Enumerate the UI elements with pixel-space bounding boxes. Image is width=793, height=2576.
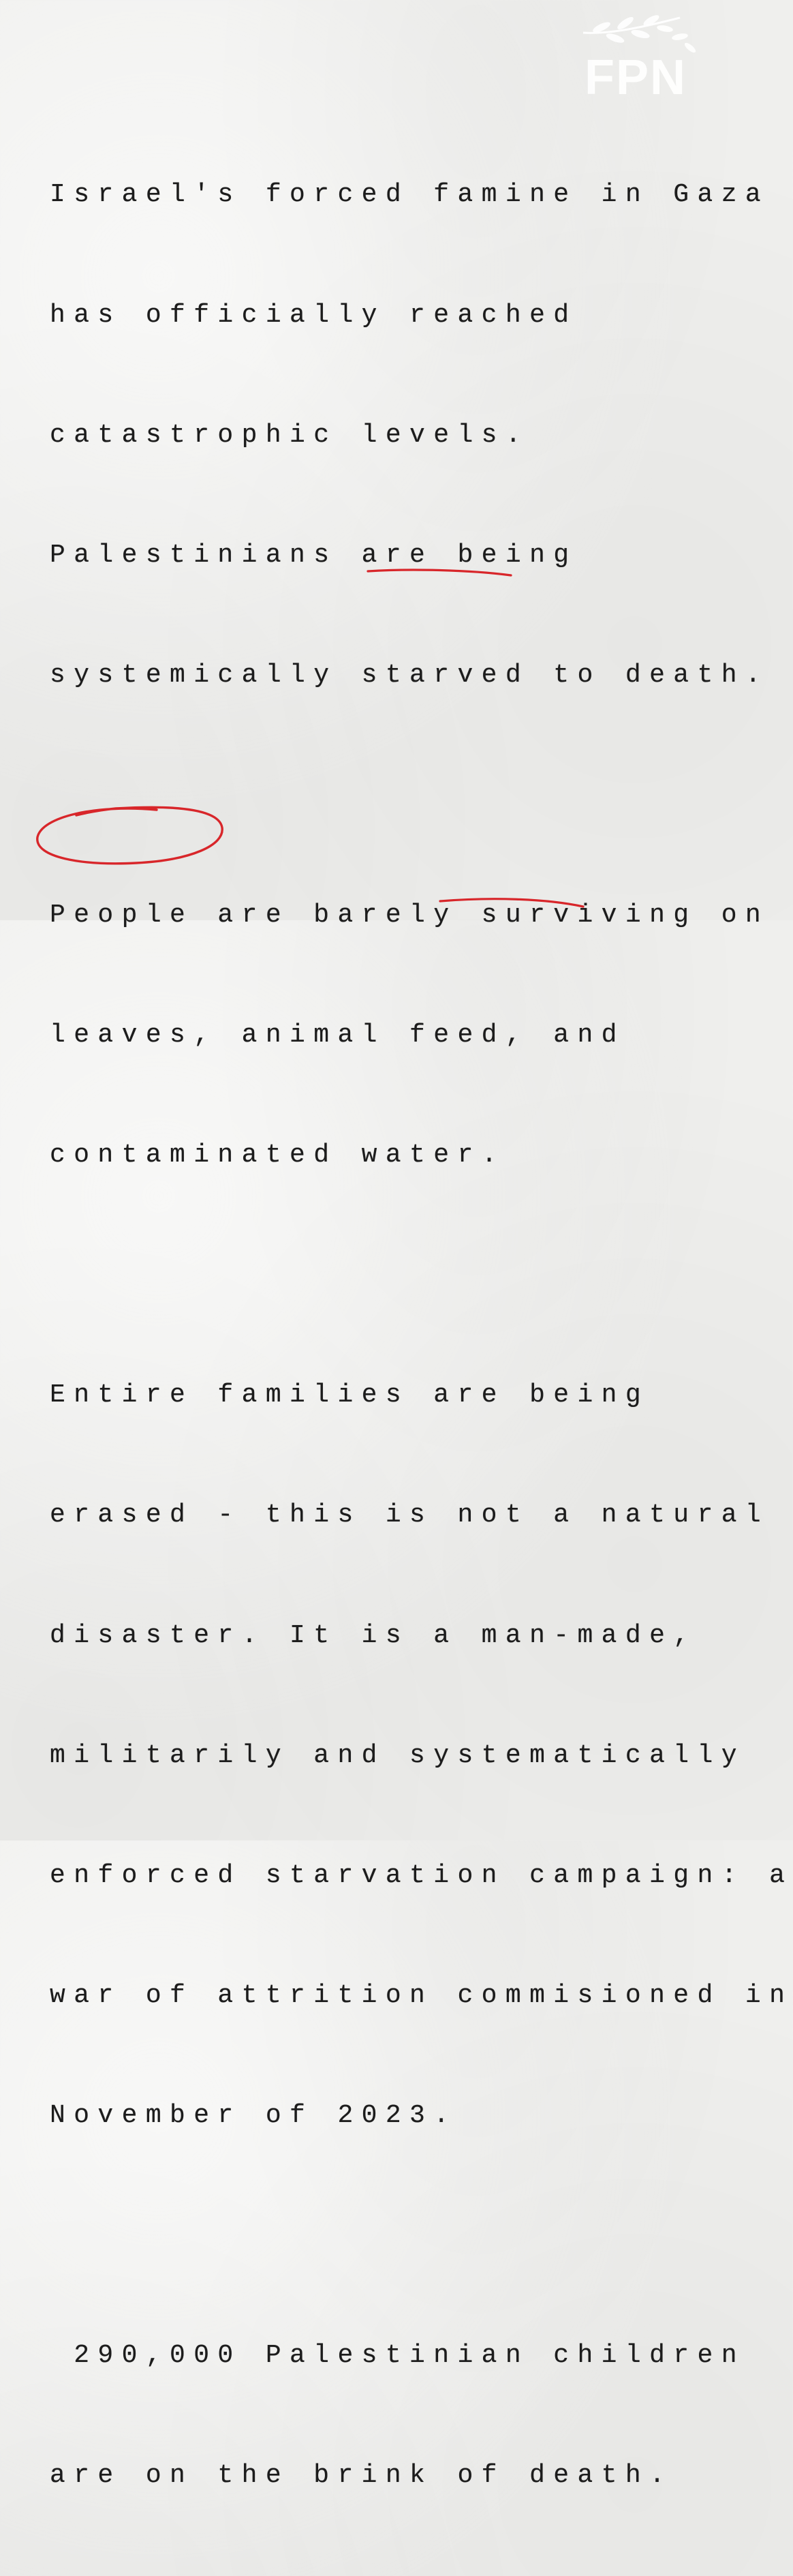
paragraph-gap — [50, 1256, 704, 1296]
paragraph-gap — [50, 2216, 704, 2256]
text-line: militarily and systematically — [50, 1740, 745, 1770]
text-line: disaster. It is a man-made, — [50, 1620, 698, 1650]
text-line: enforced starvation campaign: a — [50, 1860, 793, 1890]
text-line: People are barely surviving on — [50, 900, 770, 930]
paragraph-gap — [50, 776, 704, 816]
text-line: erased - this is not a natural — [50, 1500, 770, 1530]
text-line: systemically starved to death. — [50, 660, 770, 690]
logo-text: FPN — [585, 50, 687, 105]
text-line: war of attrition commisioned in — [50, 1980, 793, 2010]
text-line: catastrophic levels. — [50, 420, 530, 450]
text-line: 290,000 Palestinian children — [50, 2341, 745, 2371]
text-line: leaves, animal feed, and — [50, 1020, 625, 1050]
text-line: Entire families are being — [50, 1380, 650, 1410]
text-line: are on the brink of death. — [50, 2461, 674, 2491]
body-text — [50, 95, 793, 2576]
text-line: has officially reached — [50, 300, 578, 330]
text-line: contaminated water. — [50, 1140, 506, 1170]
olive-branch-icon — [578, 14, 700, 105]
text-line: Israel's forced famine in Gaza — [50, 180, 770, 210]
fpn-logo — [578, 14, 700, 105]
text-line: November of 2023. — [50, 2100, 458, 2130]
text-line: Palestinians are being — [50, 540, 578, 570]
